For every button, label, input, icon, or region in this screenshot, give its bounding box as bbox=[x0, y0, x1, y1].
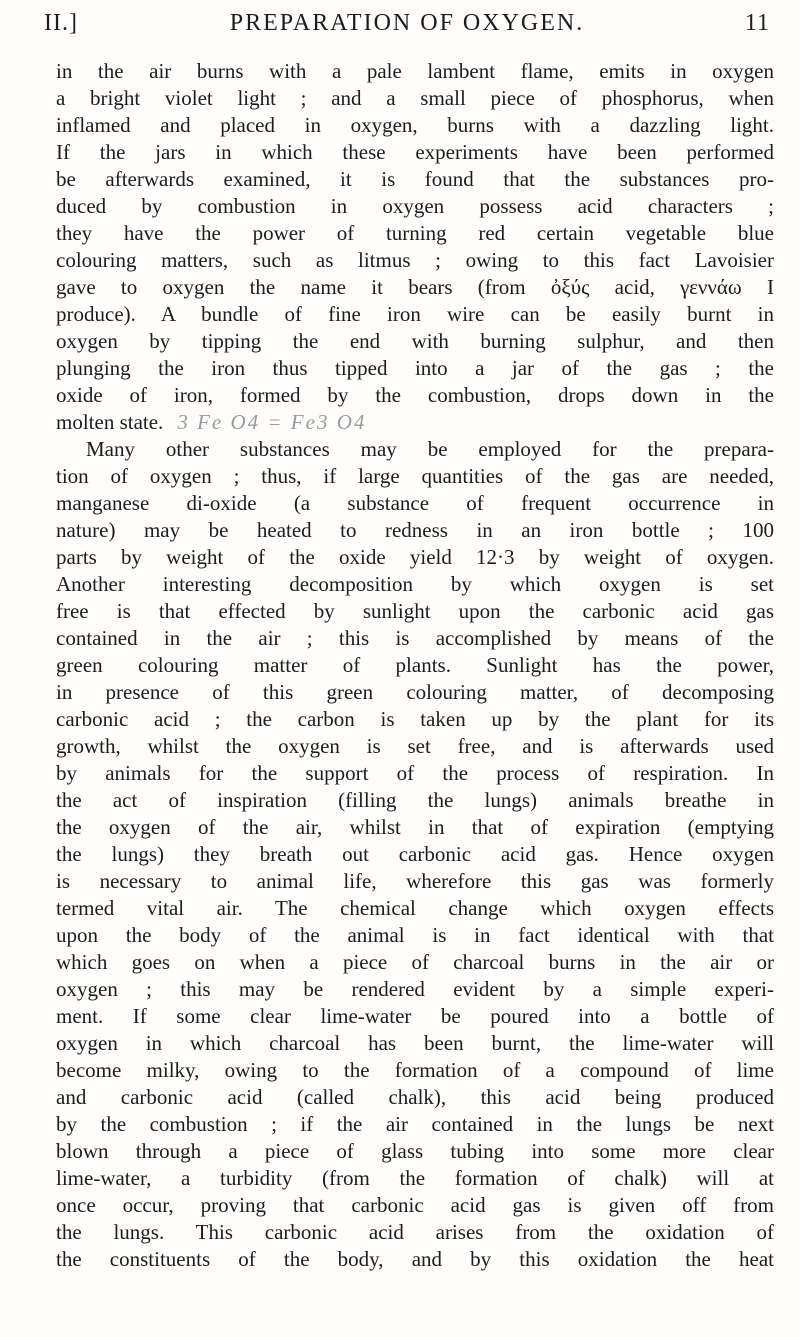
text-line: contained in the air ; this is accomplished by means of the bbox=[56, 626, 774, 650]
page-title: PREPARATION OF OXYGEN. bbox=[229, 10, 585, 36]
text-line: the lungs) they breath out carbonic acid gas. Hence oxygen bbox=[56, 842, 774, 866]
text-line: molten state. 3 Fe O4 = Fe3 O4 bbox=[56, 410, 367, 434]
text-line: nature) may be heated to redness in an iron bottle ; 100 bbox=[56, 518, 774, 542]
text-line: oxygen by tipping the end with burning sulphur, and then bbox=[56, 329, 774, 353]
text-line: oxygen in which charcoal has been burnt, the lime-water will bbox=[56, 1031, 774, 1055]
text-line: by the combustion ; if the air contained in the lungs be next bbox=[56, 1112, 774, 1136]
text-line: parts by weight of the oxide yield 12·3 by weight of oxygen. bbox=[56, 545, 774, 569]
text-line: green colouring matter of plants. Sunlight has the power, bbox=[56, 653, 774, 677]
text-line: Many other substances may be employed for the prepara- bbox=[86, 437, 774, 461]
text-line: is necessary to animal life, wherefore this gas was formerly bbox=[56, 869, 774, 893]
text-line: by animals for the support of the process of respiration. In bbox=[56, 761, 774, 785]
running-head bbox=[44, 10, 770, 50]
text-line: tion of oxygen ; thus, if large quantities of the gas are needed, bbox=[56, 464, 774, 488]
text-line: gave to oxygen the name it bears (from ὀξύς acid, γεννάω I bbox=[56, 275, 774, 299]
text-line: produce). A bundle of fine iron wire can be easily burnt in bbox=[56, 302, 774, 326]
text-line: If the jars in which these experiments have been performed bbox=[56, 140, 774, 164]
text-line: oxide of iron, formed by the combustion, drops down in the bbox=[56, 383, 774, 407]
text-line: colouring matters, such as litmus ; owing to this fact Lavoisier bbox=[56, 248, 774, 272]
text-line: the oxygen of the air, whilst in that of expiration (emptying bbox=[56, 815, 774, 839]
text-line: termed vital air. The chemical change which oxygen effects bbox=[56, 896, 774, 920]
text-line: Another interesting decomposition by which oxygen is set bbox=[56, 572, 774, 596]
text-line: ment. If some clear lime-water be poured into a bottle of bbox=[56, 1004, 774, 1028]
text-line: oxygen ; this may be rendered evident by a simple experi- bbox=[56, 977, 774, 1001]
text-line: which goes on when a piece of charcoal burns in the air or bbox=[56, 950, 774, 974]
text-line: lime-water, a turbidity (from the formation of chalk) will at bbox=[56, 1166, 774, 1190]
text-line: a bright violet light ; and a small piece of phosphorus, when bbox=[56, 86, 774, 110]
text-line: free is that effected by sunlight upon the carbonic acid gas bbox=[56, 599, 774, 623]
text-line: inflamed and placed in oxygen, burns with a dazzling light. bbox=[56, 113, 774, 137]
text-line: the act of inspiration (filling the lungs) animals breathe in bbox=[56, 788, 774, 812]
text-line: the constituents of the body, and by this oxidation the heat bbox=[56, 1247, 774, 1271]
text-line: become milky, owing to the formation of a compound of lime bbox=[56, 1058, 774, 1082]
body-text bbox=[56, 58, 774, 1273]
text-line: manganese di-oxide (a substance of frequent occurrence in bbox=[56, 491, 774, 515]
text-line: the lungs. This carbonic acid arises from the oxidation of bbox=[56, 1220, 774, 1244]
text-line: plunging the iron thus tipped into a jar of the gas ; the bbox=[56, 356, 774, 380]
handwritten-annotation: 3 Fe O4 = Fe3 O4 bbox=[177, 410, 367, 434]
text-line: once occur, proving that carbonic acid gas is given off from bbox=[56, 1193, 774, 1217]
page-number: 11 bbox=[744, 10, 770, 36]
text-line: blown through a piece of glass tubing into some more clear bbox=[56, 1139, 774, 1163]
text-line: upon the body of the animal is in fact identical with that bbox=[56, 923, 774, 947]
text-line: they have the power of turning red certain vegetable blue bbox=[56, 221, 774, 245]
text-line: carbonic acid ; the carbon is taken up by the plant for its bbox=[56, 707, 774, 731]
chapter-marker: II.] bbox=[44, 10, 78, 36]
text-line: be afterwards examined, it is found that the substances pro- bbox=[56, 167, 774, 191]
text-line: duced by combustion in oxygen possess acid characters ; bbox=[56, 194, 774, 218]
text-line: in presence of this green colouring matter, of decomposing bbox=[56, 680, 774, 704]
text-line: growth, whilst the oxygen is set free, and is afterwards used bbox=[56, 734, 774, 758]
text-line: in the air burns with a pale lambent flame, emits in oxygen bbox=[56, 59, 774, 83]
text-line: and carbonic acid (called chalk), this acid being produced bbox=[56, 1085, 774, 1109]
